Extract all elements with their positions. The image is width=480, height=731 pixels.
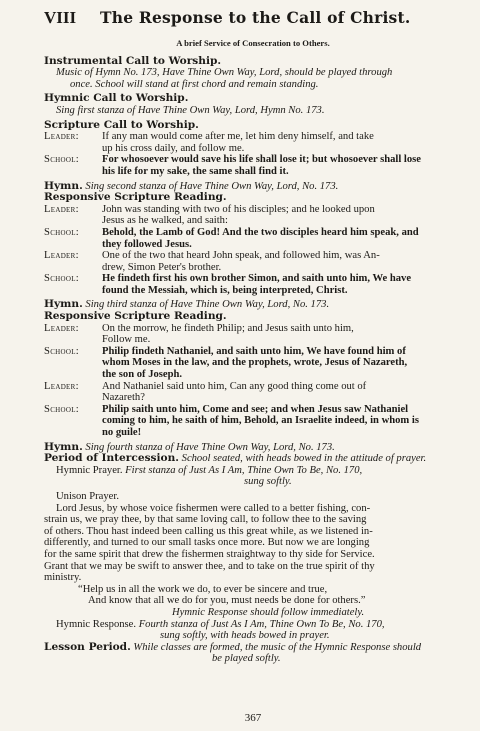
hymn-instruction: Sing fourth stanza of Have Thine Own Way, Lord, No. 173. [85,441,335,453]
prayer-line: of others. Thou hast indeed been calling us this great while, as we listened in- [44,525,373,537]
section-number: VIII [44,8,77,27]
dialogue-row [44,346,462,381]
responsive-reading-heading-2: Responsive Scripture Reading. [44,310,227,323]
page-number: 367 [244,712,262,724]
instrumental-call-heading: Instrumental Call to Worship. [44,54,222,67]
speaker-label: Leader: [44,250,79,262]
lesson-period-line-2: be played softly. [212,653,281,665]
prayer-line: for the same spirit that drew the fishermen straightway to thy side for Service. [44,548,375,560]
dialogue-line: Jesus as he walked, and saith: [102,215,228,227]
dialogue-line: whom Moses in the law, and the prophets, wrote, Jesus of Nazareth, [102,357,408,369]
speaker-label: School: [44,154,80,166]
prayer-verse-line-2: And know that all we do for you, must needs be done for others.” [88,595,366,607]
speaker-label: School: [44,345,80,357]
page-subtitle: A brief Service of Consecration to Others. [176,38,330,48]
dialogue-row [44,381,462,404]
prayer-verse-line-1: “Help us in all the work we do, to ever be sincere and true, [78,583,328,595]
dialogue-line: the son of Joseph. [102,369,183,381]
dialogue-line: He findeth first his own brother Simon, and saith unto him, We have [102,273,412,285]
speaker-label: School: [44,273,80,285]
dialogue-text [102,250,462,273]
hymn-label: Hymn. [44,440,83,453]
hymn-instruction: Sing second stanza of Have Thine Own Way, Lord, No. 173. [85,180,339,192]
dialogue-text [102,154,462,177]
unison-prayer-label: Unison Prayer. [56,490,119,502]
dialogue-line: his life for my sake, the same shall find it. [102,165,289,177]
hymn-label: Hymn. [44,298,83,311]
hymnic-prayer-label: Hymnic Prayer. [56,464,123,476]
prayer-line: Lord Jesus, by whose voice fishermen were called to a better fishing, con- [56,502,371,514]
hymn-label: Hymn. [44,179,83,192]
hymnic-response-label: Hymnic Response. [56,618,137,630]
dialogue-text [102,227,462,250]
dialogue-text [102,323,462,346]
dialogue-line: up his cross daily, and follow me. [102,142,245,154]
intercession-heading-line [44,453,462,465]
hymnic-prayer-text: First stanza of Just As I Am, Thine Own To Be, No. 170, [125,464,363,476]
dialogue-line: For whosoever would save his life shall lose it; but whosoever shall lose [102,154,422,166]
dialogue-line: John was standing with two of his disciples; and he looked upon [102,203,375,215]
hymnic-prayer-line-2: sung softly. [244,476,292,488]
instrumental-call-line-1: Music of Hymn No. 173, Have Thine Own Way, Lord, should be played through [56,67,393,79]
dialogue-text [102,204,462,227]
hymn-instruction: Sing third stanza of Have Thine Own Way, Lord, No. 173. [85,299,330,311]
lesson-period-heading: Lesson Period. [44,640,131,653]
dialogue-line: Philip saith unto him, Come and see; and when Jesus saw Nathaniel [102,403,409,415]
prayer-line: differently, and turned to our small tasks once more. But now we are longing [44,537,370,549]
dialogue-line: One of the two that heard John speak, and followed him, was An- [102,250,380,262]
dialogue-line: Nazareth? [102,392,145,404]
dialogue-text [102,404,462,439]
dialogue-row [44,323,462,346]
speaker-label: Leader: [44,203,79,215]
dialogue-line: Follow me. [102,334,151,346]
dialogue-line: no guile! [102,427,142,438]
page-header [44,8,462,36]
dialogue-line: On the morrow, he findeth Philip; and Jesus saith unto him, [102,322,354,334]
prayer-verse-note: Hymnic Response should follow immediately. [172,606,365,618]
dialogue-row [44,404,462,439]
prayer-line: Grant that we may be swift to answer thee, and to take on the true spirit of thy [44,560,375,572]
responsive-reading-2 [44,323,462,439]
responsive-reading-1 [44,204,462,297]
hymnic-response-line [44,619,462,631]
scripture-call-heading: Scripture Call to Worship. [44,118,199,131]
dialogue-row [44,131,462,154]
dialogue-row [44,227,462,250]
dialogue-line: they followed Jesus. [102,238,192,250]
dialogue-line: Philip findeth Nathaniel, and saith unto him, We have found him of [102,345,406,357]
intercession-heading: Period of Intercession. [44,452,179,465]
prayer-line: ministry. [44,572,82,584]
hymnic-call-heading: Hymnic Call to Worship. [44,92,189,105]
dialogue-line: drew, Simon Peter's brother. [102,261,222,273]
speaker-label: Leader: [44,131,79,143]
instrumental-call-line-2: once. School will stand at first chord and remain standing. [70,78,319,90]
dialogue-line: Behold, the Lamb of God! And the two disciples heard him speak, and [102,226,419,238]
dialogue-row [44,273,462,296]
dialogue-row [44,250,462,273]
hymnic-response-line-2: sung softly, with heads bowed in prayer. [160,630,330,642]
intercession-note: School seated, with heads bowed in the attitude of prayer. [181,453,427,465]
responsive-reading-heading-1: Responsive Scripture Reading. [44,191,227,204]
hymnic-prayer-line [44,465,462,477]
dialogue-text [102,381,462,404]
speaker-label: School: [44,403,80,415]
lesson-period-line [44,642,462,654]
hymnic-response-text: Fourth stanza of Just As I Am, Thine Own To Be, No. 170, [138,618,385,630]
dialogue-text [102,131,462,154]
dialogue-line: coming to him, he saith of him, Behold, an Israelite indeed, in whom is [102,415,419,427]
page-title: The Response to the Call of Christ. [100,8,411,27]
speaker-label: Leader: [44,322,79,334]
hymnic-call-line: Sing first stanza of Have Thine Own Way, Lord, Hymn No. 173. [56,104,325,116]
scripture-call-dialogue [44,131,462,177]
dialogue-text [102,273,462,296]
dialogue-line: found the Messiah, which is, being interpreted, Christ. [102,284,348,296]
dialogue-line: And Nathaniel said unto him, Can any good thing come out of [102,380,367,392]
lesson-period-text: While classes are formed, the music of the Hymnic Response should [133,641,422,653]
speaker-label: Leader: [44,380,79,392]
unison-prayer-text [44,503,462,584]
hymnal-page [44,8,462,724]
speaker-label: School: [44,226,80,238]
dialogue-text [102,346,462,381]
prayer-line: strain us, we pray thee, by that same loving call, to follow thee to the saving [44,514,367,526]
dialogue-row [44,154,462,177]
dialogue-line: If any man would come after me, let him deny himself, and take [102,131,374,143]
dialogue-row [44,204,462,227]
